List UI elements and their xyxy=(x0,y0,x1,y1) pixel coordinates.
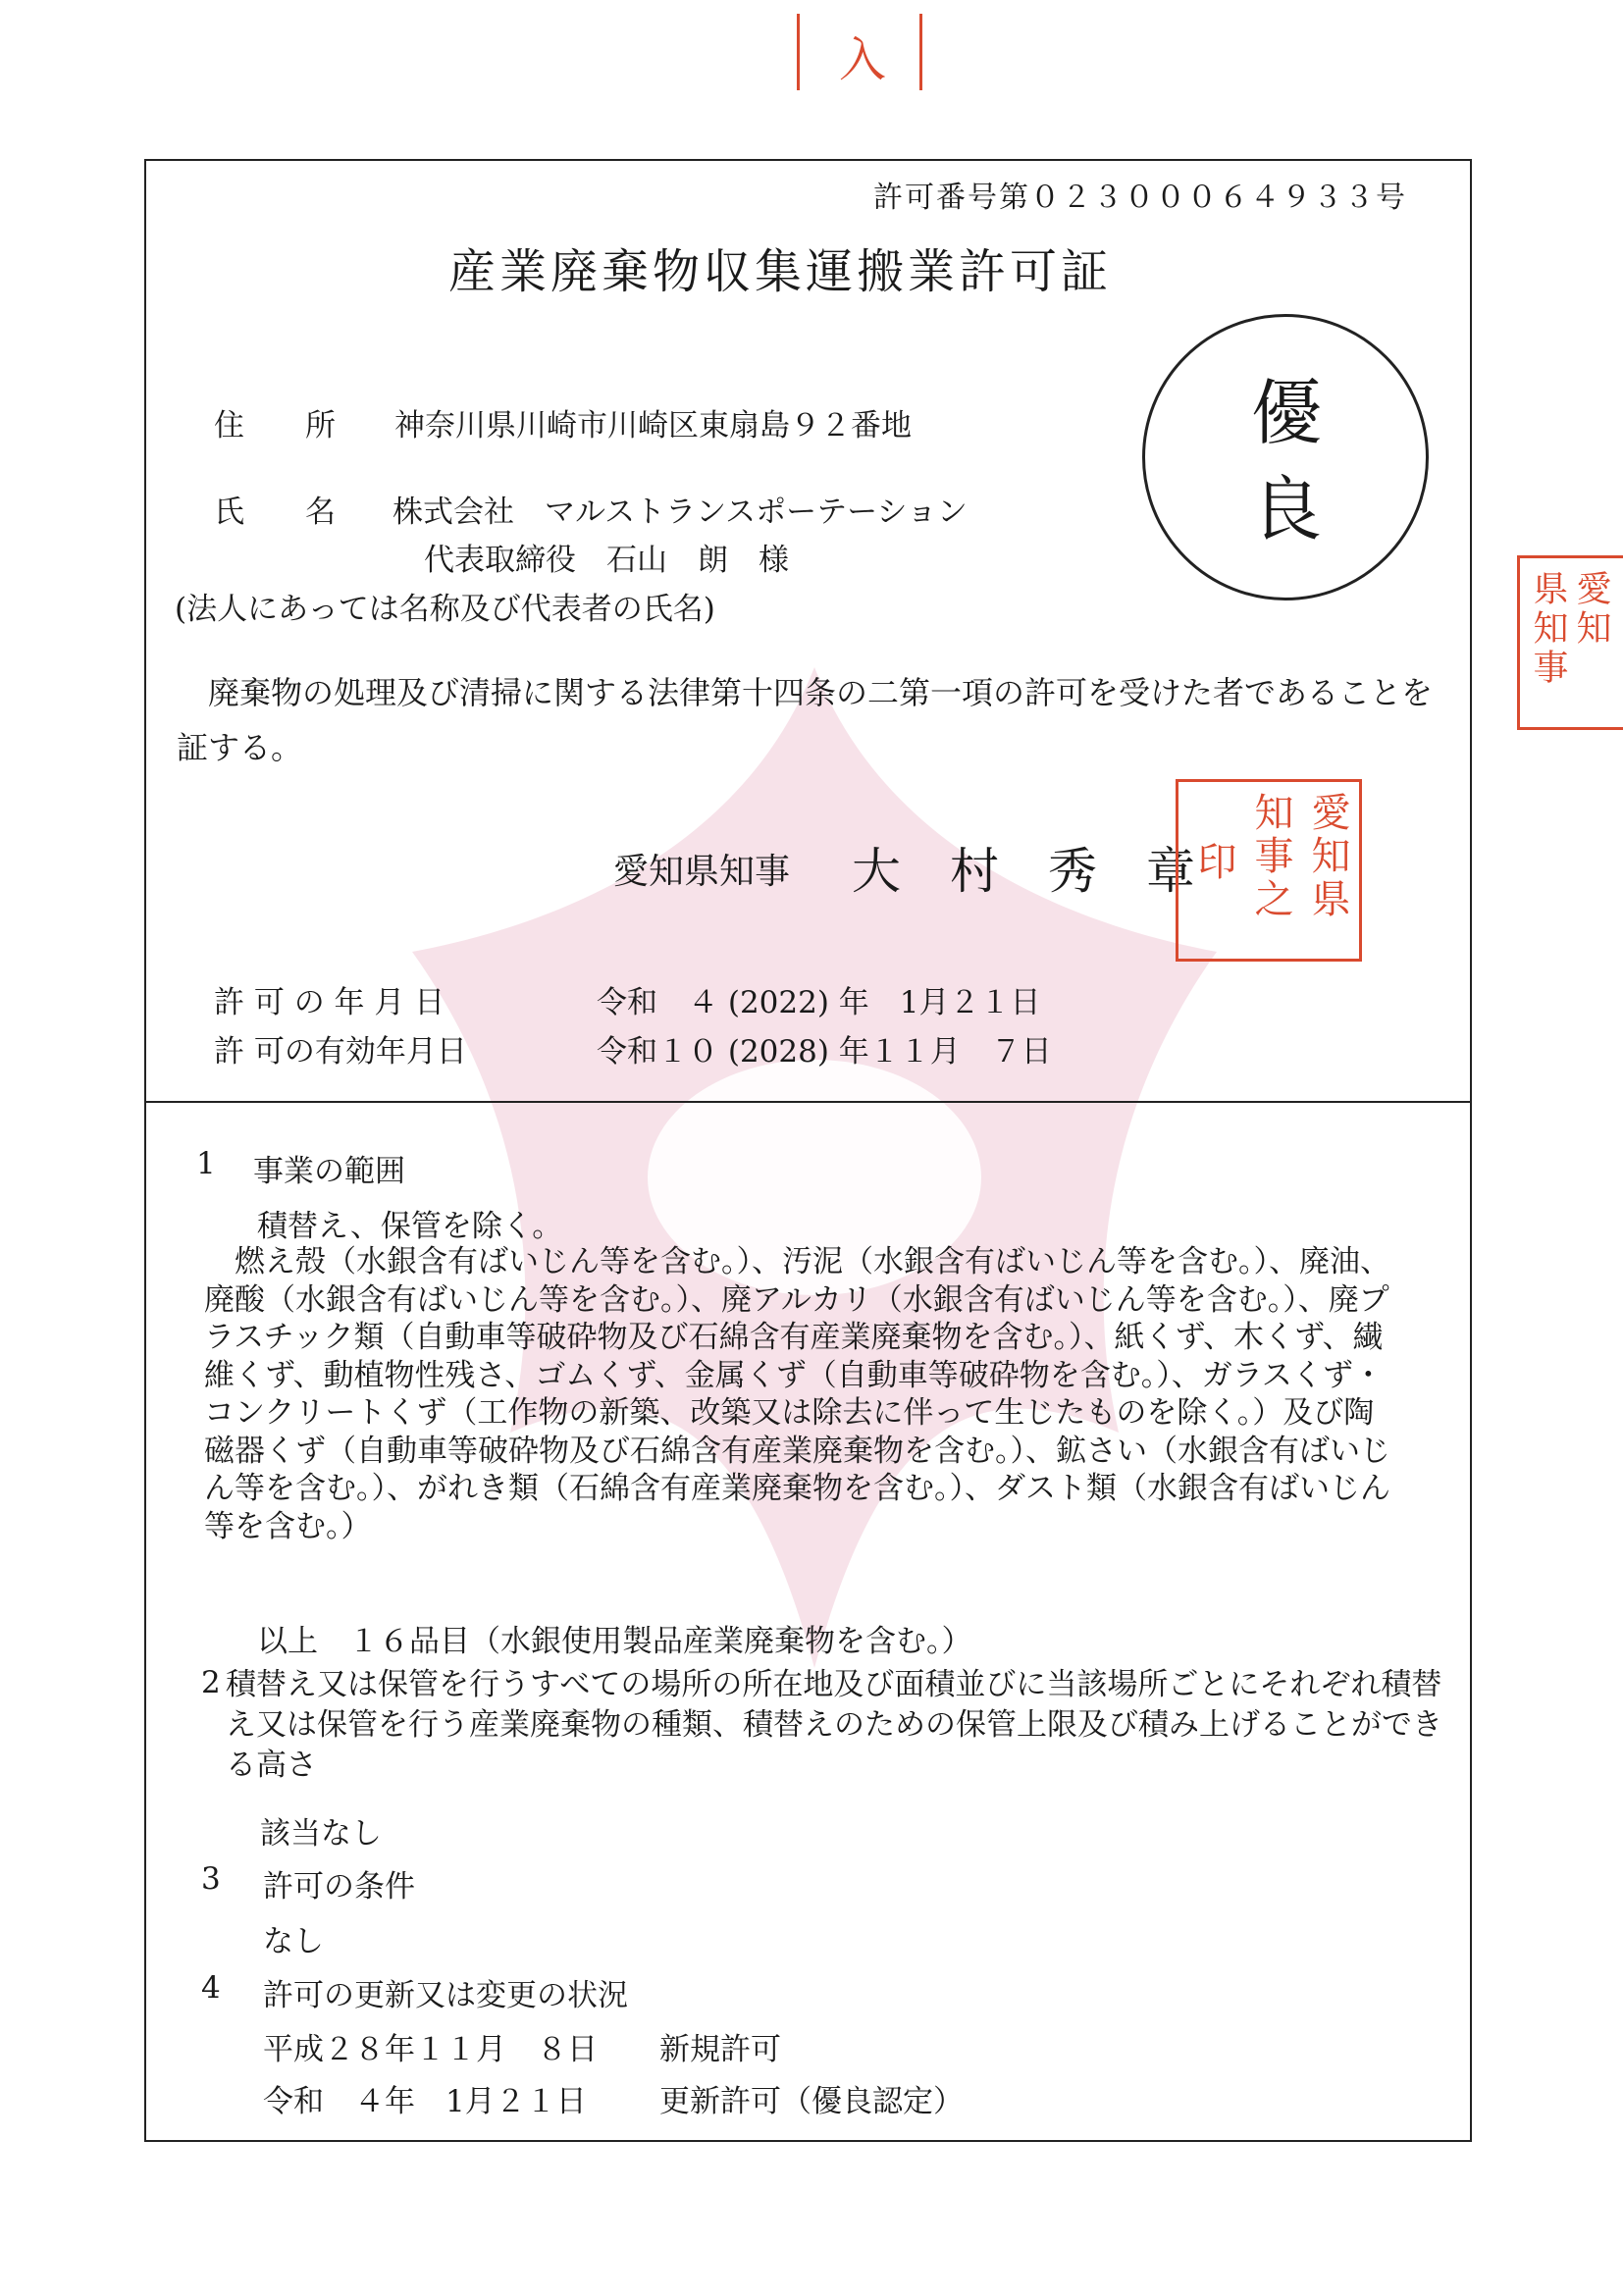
excellent-badge xyxy=(1142,314,1429,600)
received-stamp xyxy=(797,14,922,90)
item4-number: 4 xyxy=(201,1970,221,2006)
expiry-date-label: 許 可の有効年月日 xyxy=(214,1034,467,1070)
governor-seal-col1: 愛知県 xyxy=(1305,792,1350,921)
address-label: 住 所 xyxy=(214,408,336,444)
governor-seal-col3: 印 xyxy=(1191,841,1236,884)
item1-number: 1 xyxy=(196,1146,216,1181)
item3-number: 3 xyxy=(201,1861,221,1897)
item1-scope-text: 燃え殻（水銀含有ばいじん等を含む。）、汚泥（水銀含有ばいじん等を含む。）、廃油、廃酸（水銀含有ばいじん等を含む。）、廃アルカリ（水銀含有ばいじん等を含む。）、廃プラスチック類（自動車等破砕物及び石綿含有産業廃棄物を含む。）、紙くず、木くず、繊維くず、動植物性残さ、ゴムくず、金属くず（自動車等破砕物を含む。）、ガラスくず・コンクリートくず（工作物の新築、改築又は除去に伴って生じたものを除く。）及び陶磁器くず（自動車等破砕物及び石綿含有産業廃棄物を含む。）、鉱さい（水銀含有ばいじん等を含む。）、がれき類（石綿含有産業廃棄物を含む。）、ダスト類（水銀含有ばいじん等を含む。） xyxy=(204,1244,1390,1544)
governor-seal xyxy=(1176,779,1362,962)
item2-value: 該当なし xyxy=(260,1816,382,1852)
governor-seal-col2: 知事之 xyxy=(1248,792,1293,921)
item2-number: 2 xyxy=(201,1665,221,1700)
name-label: 氏 名 xyxy=(214,495,336,530)
permit-date-value: 令和 ４ (2022) 年 1月２１日 xyxy=(597,985,1041,1020)
item2-text: 積替え又は保管を行うすべての場所の所在地及び面積並びに当該場所ごとにそれぞれ積替え又は保管を行う産業廃棄物の種類、積替えのための保管上限及び積み上げることができる高さ xyxy=(226,1667,1442,1783)
item4-heading: 許可の更新又は変更の状況 xyxy=(263,1978,628,2013)
item1-total: 以上 １６品目（水銀使用製品産業廃棄物を含む。） xyxy=(257,1624,972,1659)
permit-date-label: 許 可 の 年 月 日 xyxy=(214,985,445,1020)
side-seal-col1: 愛知 xyxy=(1571,570,1611,649)
history-status: 更新許可（優良認定） xyxy=(659,2084,964,2119)
item3-heading: 許可の条件 xyxy=(263,1869,415,1905)
item3-value: なし xyxy=(263,1924,324,1959)
issuer-title: 愛知県知事 xyxy=(613,852,791,892)
item1-sub: 積替え、保管を除く。 xyxy=(257,1209,563,1244)
address-value: 神奈川県川崎市川崎区東扇島９２番地 xyxy=(394,408,912,444)
section-divider xyxy=(144,1101,1472,1103)
representative-name: 代表取締役 石山 朗 様 xyxy=(424,543,789,578)
side-seal-col2: 県知事 xyxy=(1528,570,1568,688)
permit-number: 許可番号第０２３０００６４９３３号 xyxy=(873,181,1407,215)
issuer-name: 大 村 秀 章 xyxy=(852,843,1195,900)
certification-text: 廃棄物の処理及び清掃に関する法律第十四条の二第一項の許可を受けた者であることを証する。 xyxy=(177,674,1434,766)
side-seal xyxy=(1517,555,1623,730)
name-note: (法人にあっては名称及び代表者の氏名) xyxy=(175,592,715,627)
badge-char-1: 優 xyxy=(1251,372,1323,454)
item1-heading: 事業の範囲 xyxy=(253,1154,405,1189)
history-status: 新規許可 xyxy=(659,2032,781,2067)
received-stamp-text: 入 xyxy=(839,32,887,87)
expiry-date-value: 令和１０ (2028) 年１１月 ７日 xyxy=(597,1034,1052,1070)
badge-char-2: 良 xyxy=(1251,468,1323,550)
company-name: 株式会社 マルストランスポーテーション xyxy=(393,495,968,530)
history-date: 令和 ４年 1月２１日 xyxy=(263,2084,587,2119)
page-title: 産業廃棄物収集運搬業許可証 xyxy=(448,244,1113,299)
history-date: 平成２８年１１月 ８日 xyxy=(263,2032,598,2067)
